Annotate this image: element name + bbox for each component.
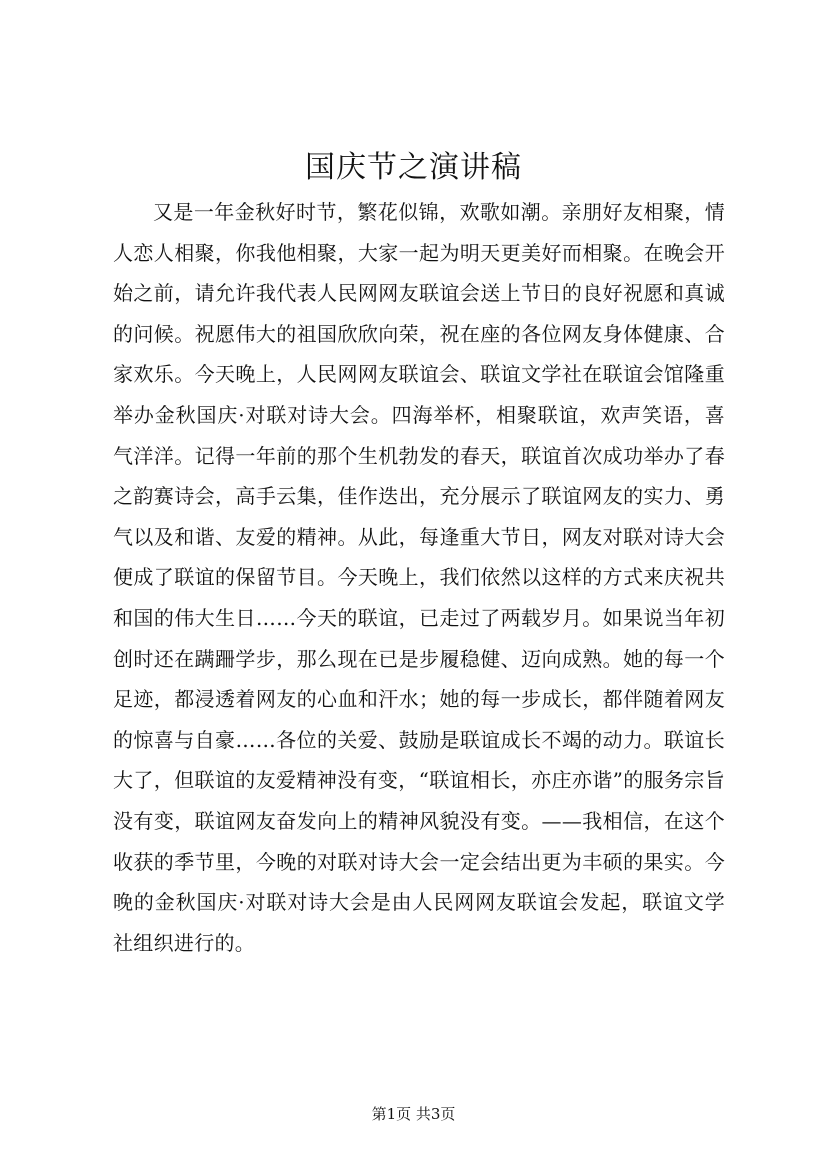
page-number-footer: 第1页 共3页	[371, 1105, 456, 1123]
document-title: 国庆节之演讲稿	[305, 150, 522, 185]
document-body-paragraph: 又是一年金秋好时节，繁花似锦，欢歌如潮。亲朋好友相聚，情人恋人相聚，你我他相聚，大家一起为明天更美好而相聚。在晚会开始之前，请允许我代表人民网网友联谊会送上节日的良好祝愿和真诚的问候。祝愿伟大的祖国欣欣向荣，祝在座的各位网友身体健康、合家欢乐。今天晚上，人民网网友联谊会、联谊文学社在联谊会馆隆重举办金秋国庆·对联对诗大会。四海举杯，相聚联谊，欢声笑语，喜气洋洋。记得一年前的那个生机勃发的春天，联谊首次成功举办了春之韵赛诗会，高手云集，佳作迭出，充分展示了联谊网友的实力、勇气以及和谐、友爱的精神。从此，每逢重大节日，网友对联对诗大会便成了联谊的保留节目。今天晚上，我们依然以这样的方式来庆祝共和国的伟大生日……今天的联谊，已走过了两载岁月。如果说当年初创时还在蹒跚学步，那么现在已是步履稳健、迈向成熟。她的每一个足迹，都浸透着网友的心血和汗水；她的每一步成长，都伴随着网友的惊喜与自豪……各位的关爱、鼓励是联谊成长不竭的动力。联谊长大了，但联谊的友爱精神没有变，“联谊相长，亦庄亦谐”的服务宗旨没有变，联谊网友奋发向上的精神风貌没有变。——我相信，在这个收获的季节里，今晚的对联对诗大会一定会结出更为丰硕的果实。今晚的金秋国庆·对联对诗大会是由人民网网友联谊会发起，联谊文学社组织进行的。	[113, 200, 725, 955]
